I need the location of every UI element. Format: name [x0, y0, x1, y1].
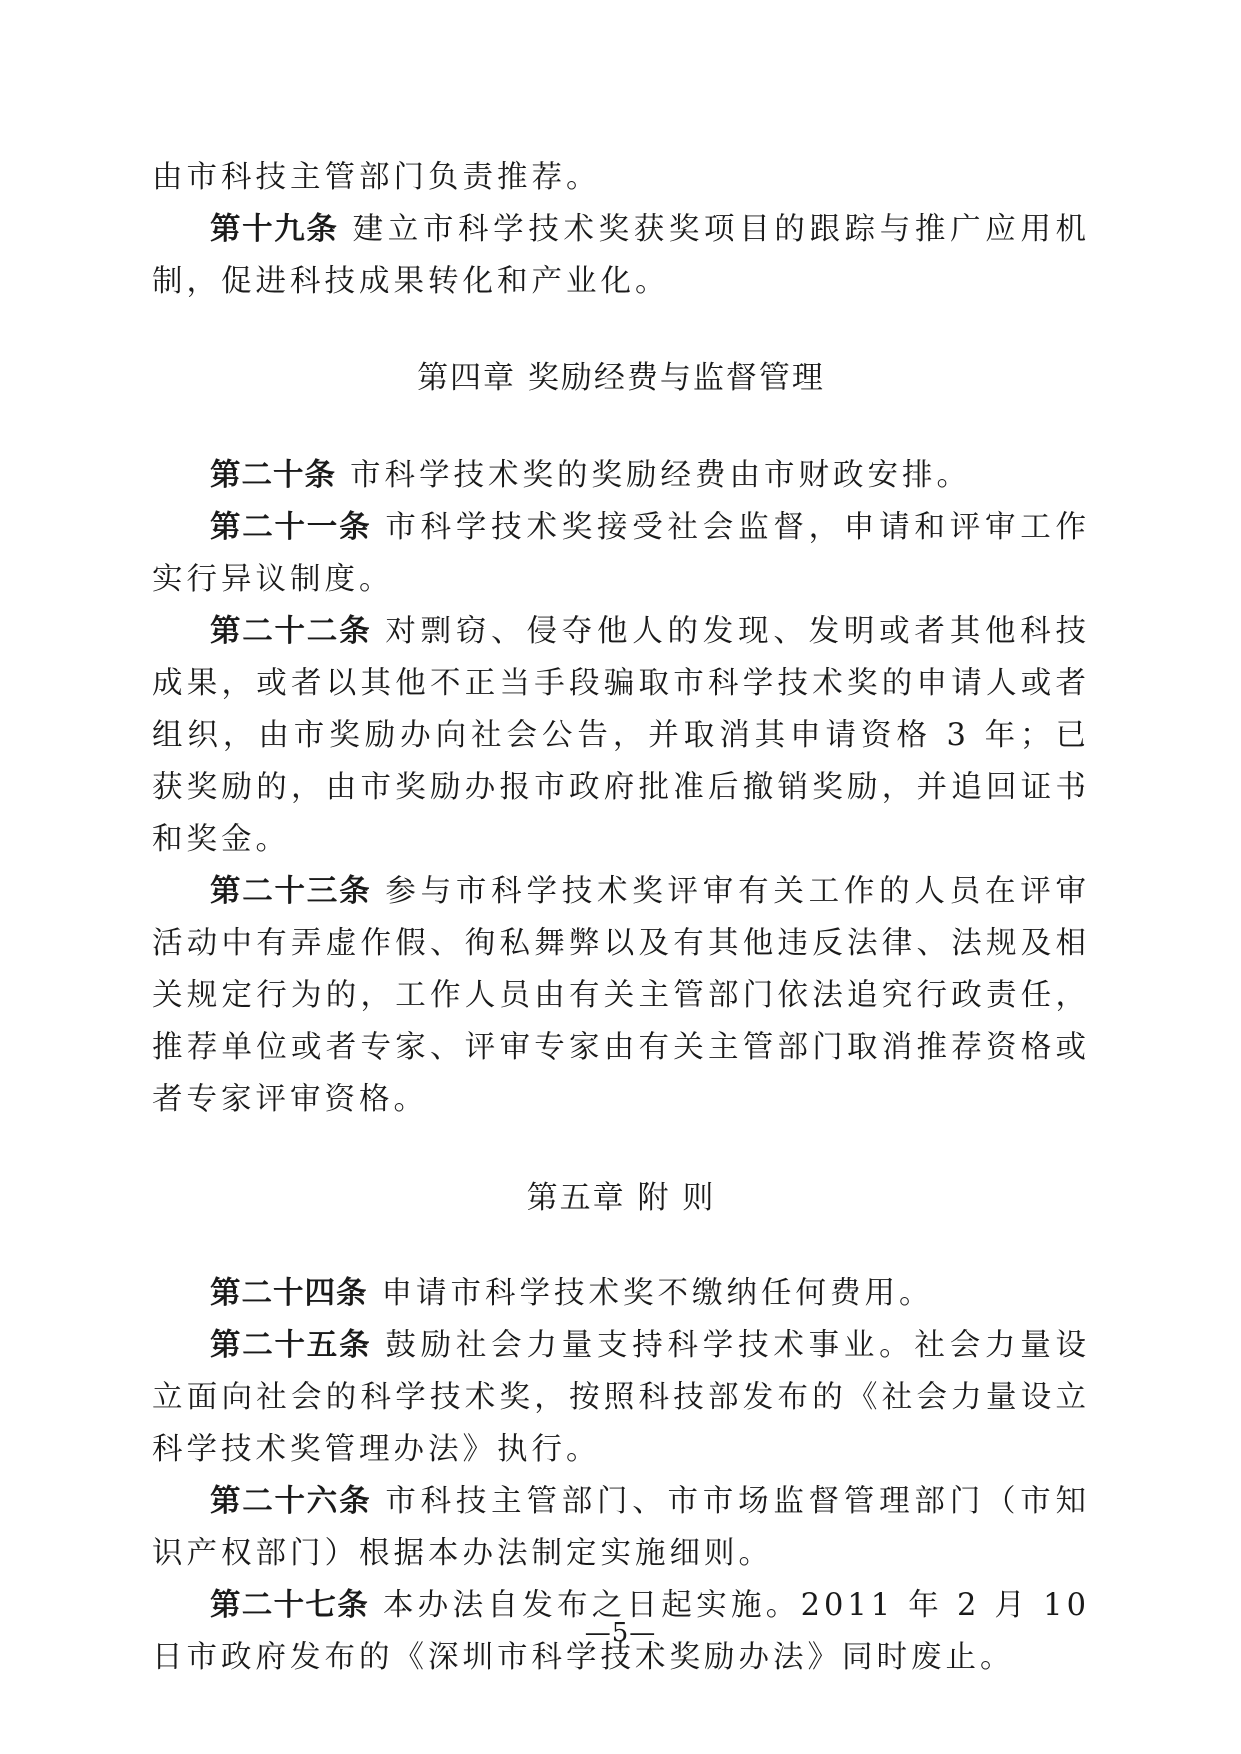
article-25-text: 鼓励社会力量支持科学技术事业。社会力量设立面向社会的科学技术奖，按照科技部发布的《社会力量设立科学技术奖管理办法》执行。: [152, 1328, 1091, 1467]
article-22-label: 第二十二条: [210, 614, 372, 649]
article-20: [152, 450, 1090, 502]
article-27-text: 本办法自发布之日起实施。2011 年 2 月 10 日市政府发布的《深圳市科学技术奖励办法》同时废止。: [152, 1588, 1090, 1675]
chapter-5-heading: 第五章 附 则: [526, 1180, 716, 1216]
article-22-text: 对剽窃、侵夺他人的发现、发明或者其他科技成果，或者以其他不正当手段骗取市科学技术奖的申请人或者组织，由市奖励办向社会公告，并取消其申请资格 3 年；已获奖励的，由市奖励办报市政府批准后撤销奖励，并追回证书和奖金。: [152, 614, 1091, 857]
article-25: [152, 1320, 1090, 1476]
article-24-text: 申请市科学技术奖不缴纳任何费用。: [381, 1276, 934, 1311]
document-body: [152, 152, 1090, 1684]
article-21: [152, 502, 1090, 606]
article-21-label: 第二十一条: [210, 510, 372, 545]
article-19-text: 建立市科学技术奖获奖项目的跟踪与推广应用机制，促进科技成果转化和产业化。: [152, 212, 1091, 299]
article-22: [152, 606, 1090, 866]
article-26-text: 市科技主管部门、市市场监督管理部门（市知识产权部门）根据本办法制定实施细则。: [152, 1484, 1091, 1571]
article-23: [152, 866, 1090, 1126]
article-27-label: 第二十七条: [210, 1588, 369, 1623]
article-21-text: 市科学技术奖接受社会监督，申请和评审工作实行异议制度。: [152, 510, 1091, 597]
page-number: —5—: [584, 1618, 657, 1648]
article-24: [152, 1268, 1090, 1320]
article-23-label: 第二十三条: [210, 874, 372, 909]
article-25-label: 第二十五条: [210, 1328, 372, 1363]
article-23-text: 参与市科学技术奖评审有关工作的人员在评审活动中有弄虚作假、徇私舞弊以及有其他违反法律、法规及相关规定行为的，工作人员由有关主管部门依法追究行政责任，推荐单位或者专家、评审专家由有关主管部门取消推荐资格或者专家评审资格。: [152, 874, 1091, 1117]
article-20-label: 第二十条: [210, 458, 336, 493]
article-26: [152, 1476, 1090, 1580]
article-26-label: 第二十六条: [210, 1484, 372, 1519]
chapter-4-heading: 第四章 奖励经费与监督管理: [417, 360, 825, 396]
article-24-label: 第二十四条: [210, 1276, 368, 1311]
article-19: [152, 204, 1090, 308]
article-20-text: 市科学技术奖的奖励经费由市财政安排。: [350, 458, 971, 493]
article-19-label: 第十九条: [210, 212, 339, 247]
carryover-paragraph: 由市科技主管部门负责推荐。: [152, 160, 601, 195]
